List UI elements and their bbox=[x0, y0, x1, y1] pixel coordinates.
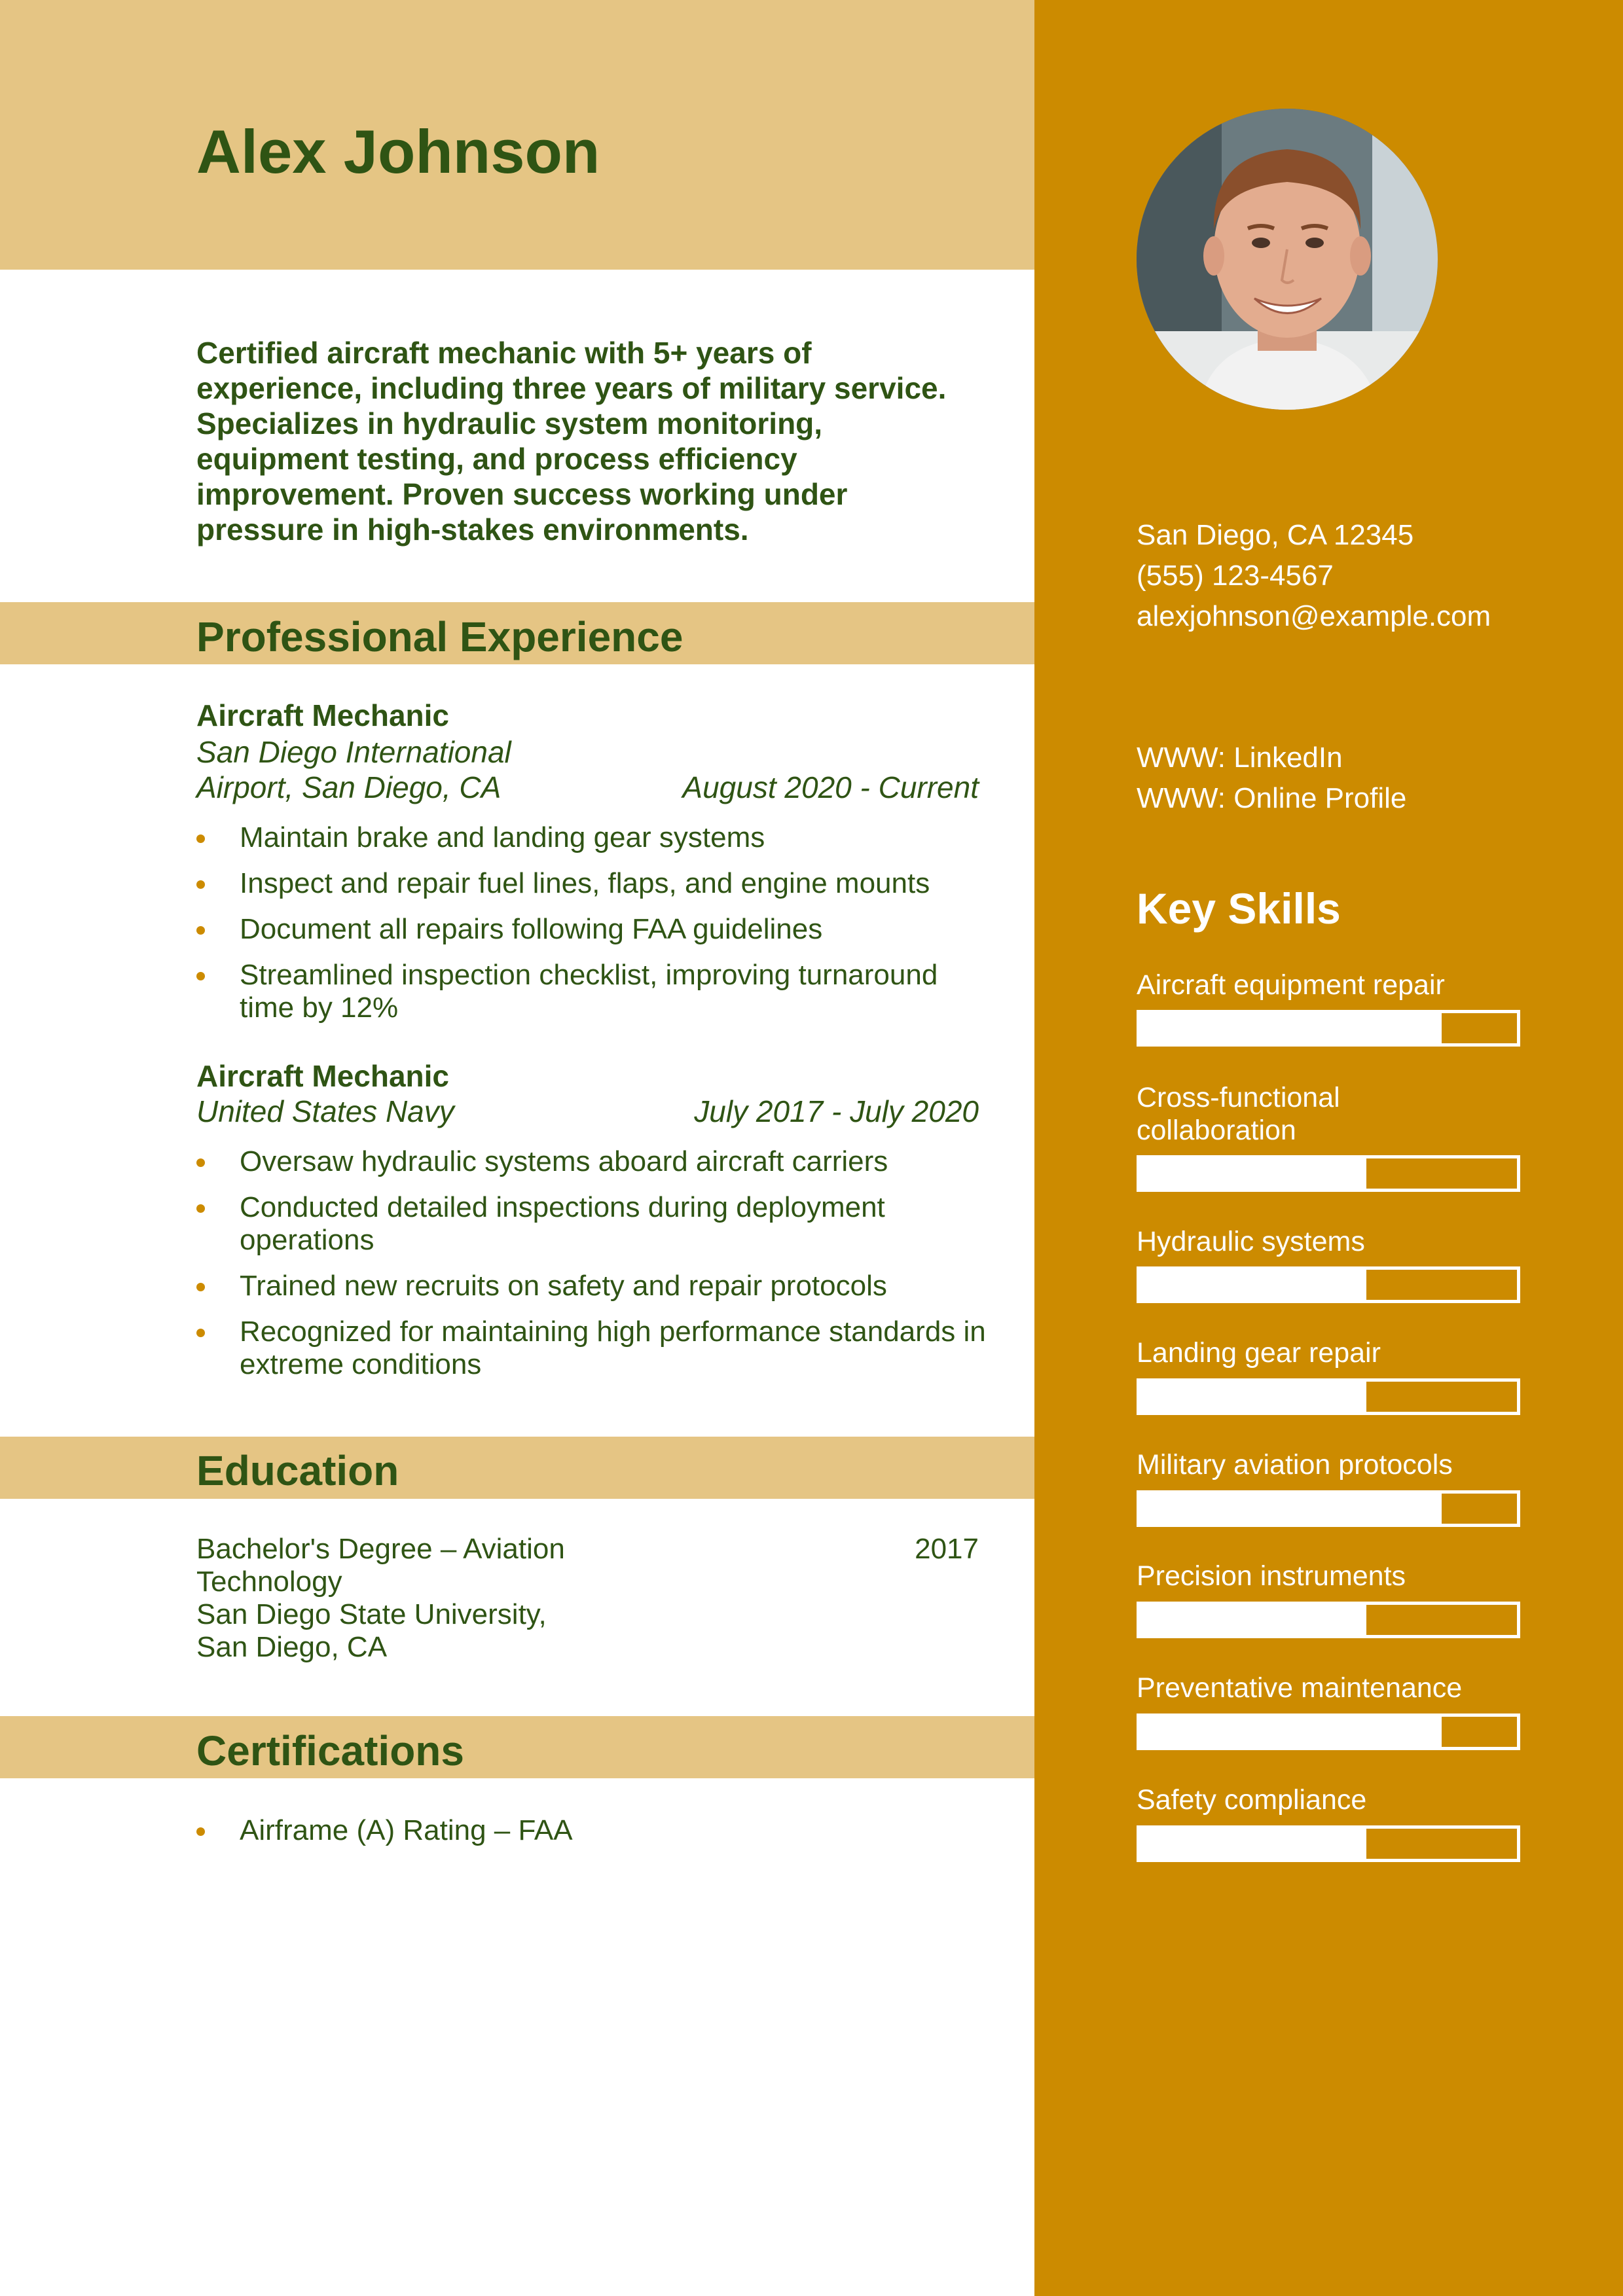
certifications-band bbox=[0, 1716, 1034, 1778]
skill-bar bbox=[1137, 1825, 1520, 1862]
candidate-name: Alex Johnson bbox=[196, 117, 600, 186]
skill-bar bbox=[1137, 1155, 1520, 1192]
summary-text: Certified aircraft mechanic with 5+ years of experience, including three years of military service. Specializes in hydraulic system monitoring, equipment testing, and process efficiency improvement. Proven success working under pressure in high-stakes environments. bbox=[196, 336, 947, 547]
skill-label: Aircraft equipment repair bbox=[1137, 969, 1445, 1001]
job-dates: August 2020 - Current bbox=[682, 770, 979, 804]
links-block bbox=[1137, 738, 1406, 819]
bullet-icon bbox=[196, 1204, 205, 1213]
skill-bar bbox=[1137, 1266, 1520, 1303]
certifications-heading: Certifications bbox=[196, 1727, 464, 1774]
skill-bar-fill bbox=[1140, 1494, 1442, 1524]
skill-bar bbox=[1137, 1602, 1520, 1638]
link-linkedin[interactable]: WWW: LinkedIn bbox=[1137, 742, 1343, 774]
job-company-line: Airport, San Diego, CA bbox=[196, 770, 501, 804]
skill-label: Cross-functional collaboration bbox=[1137, 1082, 1340, 1146]
profile-photo bbox=[1137, 109, 1438, 410]
school-line: San Diego State University, bbox=[196, 1598, 547, 1630]
skill-bar bbox=[1137, 1713, 1520, 1750]
list-item: Document all repairs following FAA guidelines bbox=[196, 913, 989, 946]
skill-bar-fill bbox=[1140, 1382, 1366, 1412]
skill-bar-fill bbox=[1140, 1158, 1366, 1189]
list-item: Conducted detailed inspections during deployment operations bbox=[196, 1191, 989, 1257]
skill-bar-fill bbox=[1140, 1013, 1442, 1043]
list-item: Oversaw hydraulic systems aboard aircraft carriers bbox=[196, 1145, 989, 1178]
skill-bar-fill bbox=[1140, 1717, 1442, 1747]
bullet-icon bbox=[196, 972, 205, 980]
skill-bar-fill bbox=[1140, 1605, 1366, 1635]
skill-label: Safety compliance bbox=[1137, 1784, 1367, 1816]
list-item: Recognized for maintaining high performance standards in extreme conditions bbox=[196, 1316, 989, 1381]
skill-label: Preventative maintenance bbox=[1137, 1672, 1463, 1704]
list-item: Trained new recruits on safety and repair protocols bbox=[196, 1270, 989, 1302]
school-line: San Diego, CA bbox=[196, 1631, 388, 1663]
contact-block bbox=[1137, 515, 1491, 637]
job-dates: July 2017 - July 2020 bbox=[694, 1094, 979, 1128]
education-heading: Education bbox=[196, 1447, 399, 1494]
skill-label: Hydraulic systems bbox=[1137, 1226, 1365, 1257]
experience-heading: Professional Experience bbox=[196, 613, 684, 660]
contact-email[interactable]: alexjohnson@example.com bbox=[1137, 600, 1491, 632]
job-bullets bbox=[196, 821, 989, 1037]
contact-address: San Diego, CA 12345 bbox=[1137, 519, 1414, 551]
list-item: Streamlined inspection checklist, improving turnaround time by 12% bbox=[196, 959, 989, 1024]
job-company: United States Navy bbox=[196, 1094, 454, 1128]
education-entry bbox=[196, 1533, 622, 1664]
job-title: Aircraft Mechanic bbox=[196, 698, 450, 732]
list-item: Inspect and repair fuel lines, flaps, and engine mounts bbox=[196, 867, 989, 900]
contact-phone[interactable]: (555) 123-4567 bbox=[1137, 560, 1334, 592]
person-photo-icon bbox=[1137, 109, 1438, 410]
skills-heading: Key Skills bbox=[1137, 884, 1341, 933]
job-bullets bbox=[196, 1145, 989, 1394]
bullet-icon bbox=[196, 1329, 205, 1337]
degree-line: Bachelor's Degree – Aviation bbox=[196, 1533, 565, 1565]
list-item: Maintain brake and landing gear systems bbox=[196, 821, 989, 854]
certifications-list bbox=[196, 1814, 989, 1860]
skill-bar bbox=[1137, 1378, 1520, 1415]
bullet-icon bbox=[196, 834, 205, 843]
skill-bar bbox=[1137, 1490, 1520, 1527]
education-band bbox=[0, 1437, 1034, 1499]
education-year: 2017 bbox=[915, 1533, 979, 1565]
job-title: Aircraft Mechanic bbox=[196, 1059, 450, 1093]
skill-bar-fill bbox=[1140, 1829, 1366, 1859]
job-company bbox=[196, 734, 589, 805]
degree-line: Technology bbox=[196, 1566, 342, 1598]
bullet-icon bbox=[196, 1827, 205, 1836]
list-item: Airframe (A) Rating – FAA bbox=[196, 1814, 989, 1847]
skill-label: Landing gear repair bbox=[1137, 1337, 1381, 1369]
bullet-icon bbox=[196, 1283, 205, 1291]
bullet-icon bbox=[196, 1158, 205, 1167]
skill-label: Precision instruments bbox=[1137, 1560, 1406, 1592]
bullet-icon bbox=[196, 926, 205, 935]
job-company-line: San Diego International bbox=[196, 735, 511, 769]
skill-bar-fill bbox=[1140, 1270, 1366, 1300]
link-online-profile[interactable]: WWW: Online Profile bbox=[1137, 782, 1407, 814]
bullet-icon bbox=[196, 880, 205, 889]
skill-bar bbox=[1137, 1010, 1520, 1047]
skill-label: Military aviation protocols bbox=[1137, 1449, 1453, 1480]
